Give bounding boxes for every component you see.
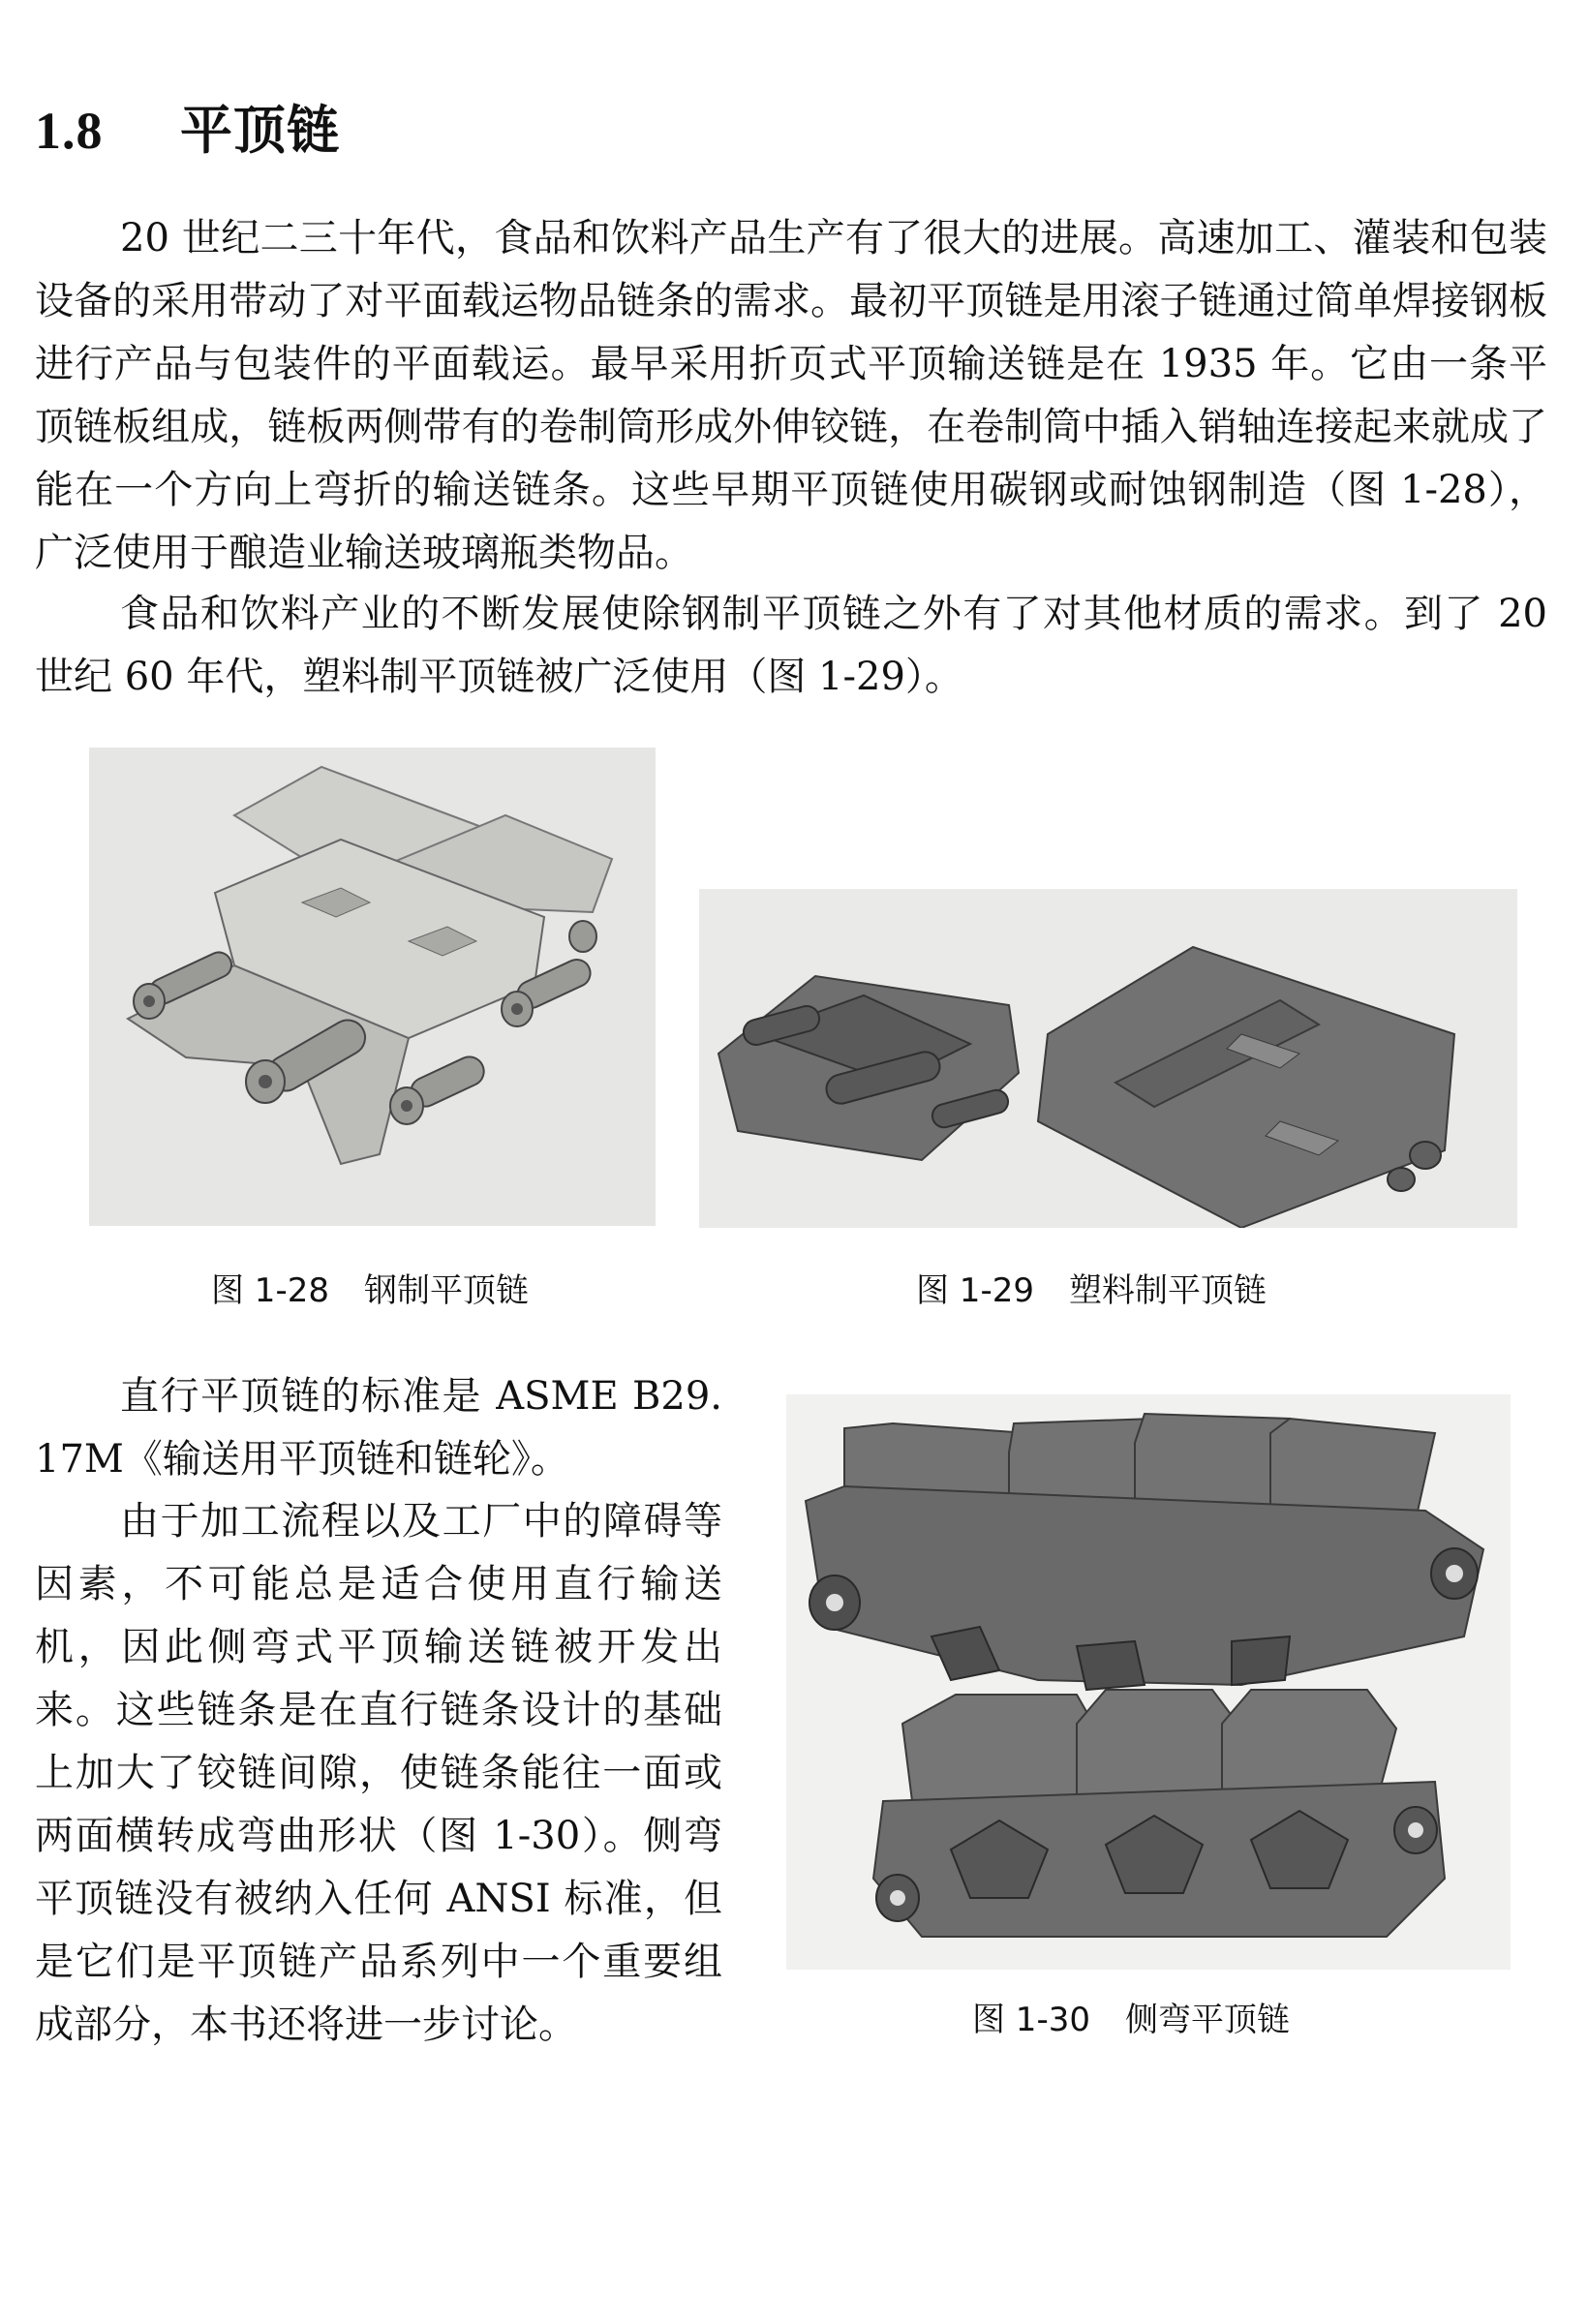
figure-1-28-caption	[211, 1264, 529, 1311]
paragraph-history: 20 世纪二三十年代，食品和饮料产品生产有了很大的进展。高速加工、灌装和包装设备的采用带动了对平面载运物品链条的需求。最初平顶链是用滚子链通过简单焊接钢板进行产品与包装件的平面载运。最早采用折页式平顶输送链是在 1935 年。它由一条平顶链板组成，链板两侧带有的卷制筒形成外伸铰链，在卷制筒中插入销轴连接起来就成了能在一个方向上弯折的输送链条。这些早期平顶链使用碳钢或耐蚀钢制造（图 1-28），广泛使用于酿造业输送玻璃瓶类物品。	[35, 216, 1547, 575]
figure-1-28-title: 钢制平顶链	[363, 1271, 529, 1310]
figure-1-30-label: 图 1-30	[972, 2001, 1090, 2039]
section-heading	[35, 89, 340, 164]
section-title: 平顶链	[180, 100, 340, 161]
figure-1-29-caption	[916, 1264, 1267, 1311]
section-number: 1.8	[35, 102, 104, 160]
figure-1-30-title: 侧弯平顶链	[1124, 2001, 1290, 2039]
figure-1-29-title: 塑料制平顶链	[1068, 1271, 1267, 1310]
figure-1-28-label: 图 1-28	[211, 1271, 329, 1310]
figure-1-30-caption	[972, 1993, 1290, 2040]
paragraph-plastic: 食品和饮料产业的不断发展使除钢制平顶链之外有了对其他材质的需求。到了 20 世纪 60 年代，塑料制平顶链被广泛使用（图 1-29）。	[35, 592, 1547, 699]
figure-1-28-image	[89, 748, 656, 1226]
figure-1-30-image	[786, 1394, 1511, 1970]
figure-1-29-image	[699, 889, 1517, 1228]
paragraph-side-flex: 由于加工流程以及工厂中的障碍等因素，不可能总是适合使用直行输送机，因此侧弯式平顶输送链被开发出来。这些链条是在直行链条设计的基础上加大了铰链间隙，使链条能往一面或两面横转成弯曲形状（图 1-30）。侧弯平顶链没有被纳入任何 ANSI 标准，但是它们是平顶链产品系列中一个重要组成部分，本书还将进一步讨论。	[35, 1499, 722, 2047]
figure-1-29-label: 图 1-29	[916, 1271, 1034, 1310]
paragraph-standard: 直行平顶链的标准是 ASME B29. 17M《输送用平顶链和链轮》。	[35, 1374, 722, 1482]
